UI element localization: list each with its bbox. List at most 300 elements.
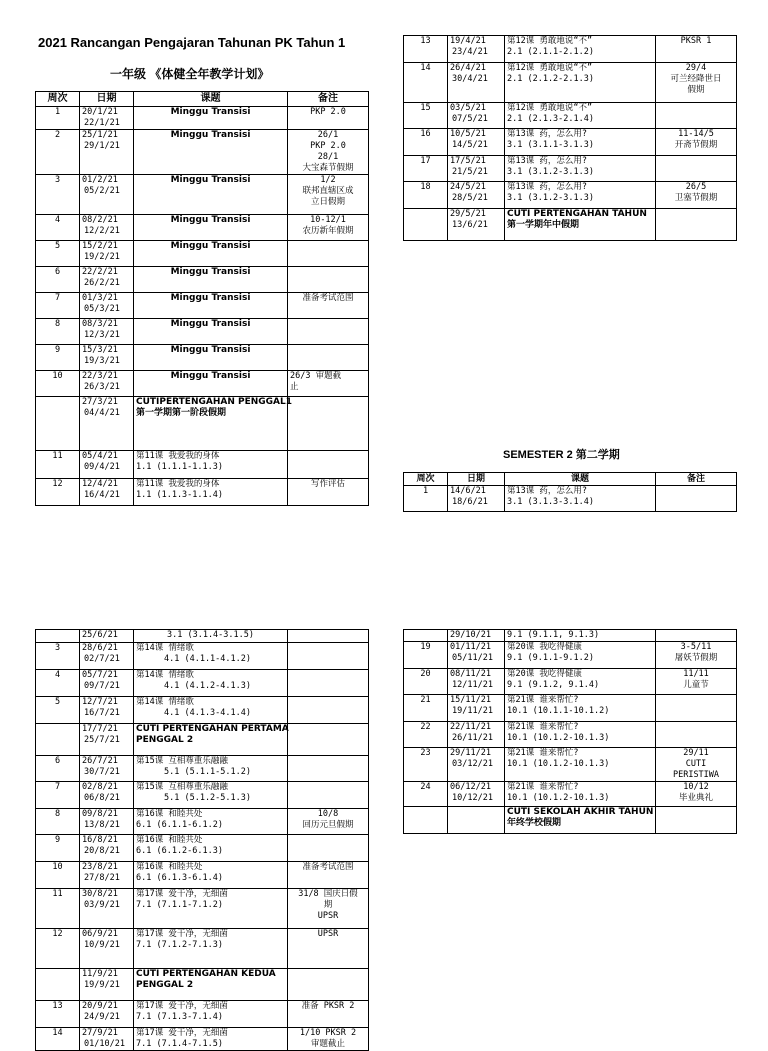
topic-title: Minggu Transisi xyxy=(170,293,251,303)
notes-cell xyxy=(288,319,369,345)
date-range xyxy=(80,371,134,397)
topic-title: 第12课 勇敢地说“不” xyxy=(507,36,593,46)
start-date: 26/7/21 xyxy=(82,756,118,766)
week-number: 10 xyxy=(36,371,80,397)
date-range xyxy=(80,1028,134,1051)
topic-cell xyxy=(134,929,288,969)
date-range xyxy=(80,697,134,724)
plan-table-semester-1-part-2 xyxy=(403,35,737,241)
end-date: 16/4/21 xyxy=(84,490,120,500)
end-date: 01/10/21 xyxy=(84,1039,125,1049)
notes-cell xyxy=(288,969,369,1001)
topic-title: 第14课 情绪歌 xyxy=(136,670,194,680)
topic-cell xyxy=(505,209,656,241)
date-range xyxy=(80,969,134,1001)
topic-title: 3.1 (3.1.4-3.1.5) xyxy=(167,630,254,640)
header-notes: 备注 xyxy=(288,92,369,107)
week-number: 11 xyxy=(36,889,80,929)
topic-cell xyxy=(134,293,288,319)
topic-title: 第16课 和睦共处 xyxy=(136,809,203,819)
plan-table-semester-1-part-1 xyxy=(35,91,369,506)
start-date: 12/7/21 xyxy=(82,697,118,707)
notes-cell xyxy=(656,103,737,129)
week-number: 11 xyxy=(36,451,80,479)
note-line: 11-14/5 xyxy=(678,129,714,139)
plan-table-semester-2-part-2 xyxy=(403,629,737,834)
document-title: 2021 Rancangan Pengajaran Tahunan PK Tahun 1 xyxy=(38,35,346,50)
topic-cell xyxy=(505,748,656,782)
topic-cell xyxy=(134,345,288,371)
note-line: 卫塞节假期 xyxy=(674,193,718,203)
start-date: 22/3/21 xyxy=(82,371,118,381)
date-range xyxy=(448,129,505,156)
date-range xyxy=(448,782,505,807)
notes-cell xyxy=(288,130,369,175)
topic-cell xyxy=(505,669,656,695)
note-line: 审题截止 xyxy=(310,1039,345,1049)
topic-title: 第13课 药，怎么用? xyxy=(507,182,587,192)
notes-cell xyxy=(288,889,369,929)
notes-cell xyxy=(288,670,369,697)
notes-cell xyxy=(288,241,369,267)
note-line: 11/11 xyxy=(683,669,709,679)
week-row xyxy=(36,1001,369,1028)
week-row xyxy=(404,129,737,156)
topic-cell xyxy=(505,36,656,63)
holiday-row xyxy=(36,724,369,756)
note-line: PKP 2.0 xyxy=(310,107,346,117)
notes-cell xyxy=(656,807,737,834)
topic-detail: 5.1 (5.1.1-5.1.2) xyxy=(164,767,251,777)
date-range xyxy=(80,451,134,479)
start-date: 01/3/21 xyxy=(82,293,118,303)
notes-cell xyxy=(656,36,737,63)
end-date: 05/11/21 xyxy=(452,653,493,663)
topic-title: 第21课 谁来帮忙? xyxy=(507,782,579,792)
topic-cell xyxy=(505,129,656,156)
week-number: 6 xyxy=(36,756,80,782)
notes-cell xyxy=(656,156,737,182)
note-line: 准备考试范围 xyxy=(302,293,354,303)
start-date: 05/7/21 xyxy=(82,670,118,680)
topic-title: 第13课 药，怎么用? xyxy=(507,156,587,166)
end-date: 09/4/21 xyxy=(84,462,120,472)
start-date: 17/7/21 xyxy=(82,724,118,734)
topic-title: CUTI SEKOLAH AKHIR TAHUN xyxy=(507,807,654,817)
topic-cell xyxy=(134,724,288,756)
notes-cell xyxy=(288,1028,369,1051)
topic-detail: 3.1 (3.1.2-3.1.3) xyxy=(507,167,594,177)
topic-detail: 1.1 (1.1.3-1.1.4) xyxy=(136,490,223,500)
notes-cell xyxy=(288,782,369,809)
header-week: 周次 xyxy=(404,473,448,486)
end-date: 13/8/21 xyxy=(84,820,120,830)
end-date: 30/7/21 xyxy=(84,767,120,777)
start-date: 12/4/21 xyxy=(82,479,118,489)
topic-detail: 3.1 (3.1.1-3.1.3) xyxy=(507,140,594,150)
date-range xyxy=(80,756,134,782)
note-line: 联邦直辖区成 xyxy=(302,186,354,196)
week-row xyxy=(404,748,737,782)
note-line: 10/8 xyxy=(317,809,339,819)
notes-cell xyxy=(288,293,369,319)
week-row xyxy=(36,697,369,724)
week-row xyxy=(36,371,369,397)
topic-cell xyxy=(134,215,288,241)
week-number: 4 xyxy=(36,670,80,697)
topic-cell xyxy=(134,479,288,506)
topic-cell xyxy=(134,319,288,345)
week-row xyxy=(36,835,369,862)
topic-detail: 4.1 (4.1.2-4.1.3) xyxy=(164,681,251,691)
date-range xyxy=(80,1001,134,1028)
date-range xyxy=(80,345,134,371)
topic-cell xyxy=(134,630,288,643)
start-date: 22/2/21 xyxy=(82,267,118,277)
week-number: 5 xyxy=(36,697,80,724)
week-row xyxy=(36,1028,369,1051)
week-row xyxy=(36,175,369,215)
note-line: 29/11 xyxy=(683,748,709,758)
topic-detail: 10.1 (10.1.1-10.1.2) xyxy=(507,706,610,716)
date-range xyxy=(80,889,134,929)
topic-cell xyxy=(134,241,288,267)
notes-cell xyxy=(288,397,369,451)
start-date: 30/8/21 xyxy=(82,889,118,899)
holiday-row xyxy=(36,397,369,451)
end-date: 30/4/21 xyxy=(452,74,488,84)
week-number: 19 xyxy=(404,642,448,669)
start-date: 25/1/21 xyxy=(82,130,118,140)
topic-title: Minggu Transisi xyxy=(170,175,251,185)
note-line: 准备 PKSR 2 xyxy=(301,1001,355,1011)
date-range xyxy=(448,807,505,834)
holiday-row xyxy=(404,807,737,834)
topic-cell xyxy=(134,697,288,724)
start-date: 17/5/21 xyxy=(450,156,486,166)
notes-cell xyxy=(656,695,737,722)
notes-cell xyxy=(288,630,369,643)
note-line: 立日假期 xyxy=(310,197,345,207)
end-date: 12/3/21 xyxy=(84,330,120,340)
week-number: 21 xyxy=(404,695,448,722)
end-date: 12/11/21 xyxy=(452,680,493,690)
week-row xyxy=(404,486,737,512)
notes-cell xyxy=(288,809,369,835)
topic-detail: 10.1 (10.1.2-10.1.3) xyxy=(507,733,610,743)
topic-title: 第20课 我吃得健康 xyxy=(507,669,582,679)
start-date: 26/4/21 xyxy=(450,63,486,73)
topic-detail: 年终学校假期 xyxy=(507,818,562,828)
end-date: 07/5/21 xyxy=(452,114,488,124)
end-date: 23/4/21 xyxy=(452,47,488,57)
date-range xyxy=(448,630,505,642)
end-date: 04/4/21 xyxy=(84,408,120,418)
week-number: 1 xyxy=(404,486,448,512)
week-number: 13 xyxy=(404,36,448,63)
end-date: 25/7/21 xyxy=(84,735,120,745)
notes-cell xyxy=(288,107,369,130)
note-line: 31/8 国庆日假 xyxy=(298,889,358,899)
topic-title: CUTIPERTENGAHAN PENGGAL1 xyxy=(136,397,293,407)
week-number: 2 xyxy=(36,130,80,175)
topic-cell xyxy=(134,267,288,293)
topic-cell xyxy=(505,782,656,807)
topic-cell xyxy=(505,695,656,722)
week-number xyxy=(404,630,448,642)
topic-detail: 1.1 (1.1.1-1.1.3) xyxy=(136,462,223,472)
start-date: 19/4/21 xyxy=(450,36,486,46)
week-row xyxy=(404,36,737,63)
week-row xyxy=(404,669,737,695)
topic-detail: 9.1 (9.1.1-9.1.2) xyxy=(507,653,594,663)
notes-cell xyxy=(656,182,737,209)
topic-cell xyxy=(505,156,656,182)
end-date: 26/2/21 xyxy=(84,278,120,288)
week-row xyxy=(36,267,369,293)
notes-cell xyxy=(288,929,369,969)
topic-title: Minggu Transisi xyxy=(170,345,251,355)
table-header-row xyxy=(404,473,737,486)
topic-detail: 7.1 (7.1.1-7.1.2) xyxy=(136,900,223,910)
note-line: 止 xyxy=(290,382,299,392)
header-notes: 备注 xyxy=(656,473,737,486)
week-number xyxy=(36,397,80,451)
start-date: 23/8/21 xyxy=(82,862,118,872)
topic-cell xyxy=(505,486,656,512)
week-number xyxy=(404,209,448,241)
start-date: 05/4/21 xyxy=(82,451,118,461)
week-row xyxy=(404,156,737,182)
semester-2-title: SEMESTER 2 第二学期 xyxy=(503,449,620,461)
notes-cell xyxy=(288,697,369,724)
week-number: 7 xyxy=(36,782,80,809)
date-range xyxy=(80,107,134,130)
topic-title: 9.1 (9.1.1, 9.1.3) xyxy=(507,630,600,640)
start-date: 27/9/21 xyxy=(82,1028,118,1038)
note-line: 屠妖节假期 xyxy=(674,653,718,663)
topic-detail: 3.1 (3.1.3-3.1.4) xyxy=(507,497,594,507)
date-range xyxy=(448,63,505,103)
date-range xyxy=(80,215,134,241)
notes-cell xyxy=(288,215,369,241)
topic-cell xyxy=(134,371,288,397)
end-date: 19/9/21 xyxy=(84,980,120,990)
week-number: 16 xyxy=(404,129,448,156)
topic-cell xyxy=(134,809,288,835)
notes-cell xyxy=(656,642,737,669)
start-date: 25/6/21 xyxy=(82,630,118,640)
date-range xyxy=(448,642,505,669)
header-topic: 课题 xyxy=(134,92,288,107)
end-date: 28/5/21 xyxy=(452,193,488,203)
week-number: 15 xyxy=(404,103,448,129)
date-range xyxy=(80,630,134,643)
week-number: 9 xyxy=(36,345,80,371)
start-date: 11/9/21 xyxy=(82,969,118,979)
document-page-2 xyxy=(0,512,768,1049)
date-range xyxy=(448,209,505,241)
note-line: 假期 xyxy=(687,85,705,95)
date-range xyxy=(448,748,505,782)
notes-cell xyxy=(288,1001,369,1028)
start-date: 20/9/21 xyxy=(82,1001,118,1011)
topic-title: 第21课 谁来帮忙? xyxy=(507,722,579,732)
note-line: 可兰经降世日 xyxy=(670,74,722,84)
week-number: 5 xyxy=(36,241,80,267)
end-date: 19/3/21 xyxy=(84,356,120,366)
end-date: 22/1/21 xyxy=(84,118,120,128)
topic-title: Minggu Transisi xyxy=(170,107,251,117)
date-range xyxy=(80,241,134,267)
date-range xyxy=(80,397,134,451)
start-date: 22/11/21 xyxy=(450,722,491,732)
start-date: 29/5/21 xyxy=(450,209,486,219)
topic-detail: 5.1 (5.1.2-5.1.3) xyxy=(164,793,251,803)
end-date: 12/2/21 xyxy=(84,226,120,236)
start-date: 08/3/21 xyxy=(82,319,118,329)
topic-title: 第17课 爱干净，无细菌 xyxy=(136,889,228,899)
start-date: 08/11/21 xyxy=(450,669,491,679)
start-date: 28/6/21 xyxy=(82,643,118,653)
date-range xyxy=(80,479,134,506)
note-line: 10-12/1 xyxy=(310,215,346,225)
week-row xyxy=(36,643,369,670)
note-line: 儿童节 xyxy=(683,680,709,690)
week-row xyxy=(404,63,737,103)
topic-title: Minggu Transisi xyxy=(170,267,251,277)
week-number xyxy=(36,630,80,643)
start-date: 29/11/21 xyxy=(450,748,491,758)
end-date: 20/8/21 xyxy=(84,846,120,856)
week-number: 8 xyxy=(36,809,80,835)
date-range xyxy=(80,929,134,969)
note-line: 10/12 xyxy=(683,782,709,792)
topic-cell xyxy=(134,889,288,929)
date-range xyxy=(448,486,505,512)
holiday-row xyxy=(36,969,369,1001)
topic-title: 第21课 谁来帮忙? xyxy=(507,748,579,758)
date-range xyxy=(448,103,505,129)
end-date: 16/7/21 xyxy=(84,708,120,718)
week-number: 12 xyxy=(36,929,80,969)
topic-title: 第12课 勇敢地说“不” xyxy=(507,63,593,73)
week-row xyxy=(36,215,369,241)
topic-detail: 7.1 (7.1.2-7.1.3) xyxy=(136,940,223,950)
week-number: 6 xyxy=(36,267,80,293)
week-row xyxy=(36,782,369,809)
date-range xyxy=(448,722,505,748)
date-range xyxy=(80,130,134,175)
start-date: 01/11/21 xyxy=(450,642,491,652)
topic-title: Minggu Transisi xyxy=(170,241,251,251)
note-line: 3-5/11 xyxy=(680,642,712,652)
week-row xyxy=(36,241,369,267)
note-line: 开斋节假期 xyxy=(674,140,718,150)
start-date: 06/9/21 xyxy=(82,929,118,939)
document-subtitle: 一年级 《体健全年教学计划》 xyxy=(110,67,270,81)
notes-cell xyxy=(288,643,369,670)
week-number xyxy=(36,724,80,756)
date-range xyxy=(448,182,505,209)
notes-cell xyxy=(656,630,737,642)
week-row xyxy=(36,345,369,371)
topic-detail: 3.1 (3.1.2-3.1.3) xyxy=(507,193,594,203)
topic-cell xyxy=(134,670,288,697)
topic-cell xyxy=(134,107,288,130)
date-range xyxy=(80,267,134,293)
header-topic: 课题 xyxy=(505,473,656,486)
holiday-row xyxy=(36,630,369,643)
holiday-row xyxy=(404,209,737,241)
week-row xyxy=(404,782,737,807)
week-number: 20 xyxy=(404,669,448,695)
end-date: 26/11/21 xyxy=(452,733,493,743)
topic-cell xyxy=(505,63,656,103)
note-line: 26/5 xyxy=(685,182,707,192)
topic-detail: PENGGAL 2 xyxy=(136,980,194,990)
topic-cell xyxy=(505,807,656,834)
end-date: 09/7/21 xyxy=(84,681,120,691)
notes-cell xyxy=(288,451,369,479)
topic-title: Minggu Transisi xyxy=(170,215,251,225)
topic-title: Minggu Transisi xyxy=(170,130,251,140)
end-date: 27/8/21 xyxy=(84,873,120,883)
topic-title: 第14课 情绪歌 xyxy=(136,643,194,653)
week-row xyxy=(36,756,369,782)
end-date: 24/9/21 xyxy=(84,1012,120,1022)
end-date: 13/6/21 xyxy=(452,220,488,230)
date-range xyxy=(80,175,134,215)
start-date: 01/2/21 xyxy=(82,175,118,185)
week-number: 17 xyxy=(404,156,448,182)
start-date: 15/2/21 xyxy=(82,241,118,251)
note-line: 1/2 xyxy=(320,175,336,185)
date-range xyxy=(80,782,134,809)
notes-cell xyxy=(288,175,369,215)
table-header-row xyxy=(36,92,369,107)
topic-cell xyxy=(505,182,656,209)
end-date: 03/12/21 xyxy=(452,759,493,769)
notes-cell xyxy=(656,722,737,748)
note-line: 28/1 xyxy=(317,152,339,162)
date-range xyxy=(80,643,134,670)
topic-title: 第14课 情绪歌 xyxy=(136,697,194,707)
topic-detail: 9.1 (9.1.2, 9.1.4) xyxy=(507,680,600,690)
start-date: 09/8/21 xyxy=(82,809,118,819)
week-number: 10 xyxy=(36,862,80,889)
topic-title: 第17课 爱干净，无细菌 xyxy=(136,1028,228,1038)
notes-cell xyxy=(288,479,369,506)
topic-title: 第15课 互相尊重乐融融 xyxy=(136,782,228,792)
date-range xyxy=(80,670,134,697)
date-range xyxy=(448,156,505,182)
end-date: 26/3/21 xyxy=(84,382,120,392)
topic-title: CUTI PERTENGAHAN TAHUN xyxy=(507,209,647,219)
end-date: 21/5/21 xyxy=(452,167,488,177)
topic-cell xyxy=(134,835,288,862)
topic-cell xyxy=(134,130,288,175)
notes-cell xyxy=(656,669,737,695)
date-range xyxy=(80,809,134,835)
start-date: 06/12/21 xyxy=(450,782,491,792)
week-row xyxy=(36,479,369,506)
note-line: 26/3 审题截 xyxy=(290,371,342,381)
week-number: 1 xyxy=(36,107,80,130)
notes-cell xyxy=(288,724,369,756)
topic-title: 第17课 爱干净，无细菌 xyxy=(136,1001,228,1011)
topic-detail: 第一学期第一阶段假期 xyxy=(136,408,227,418)
